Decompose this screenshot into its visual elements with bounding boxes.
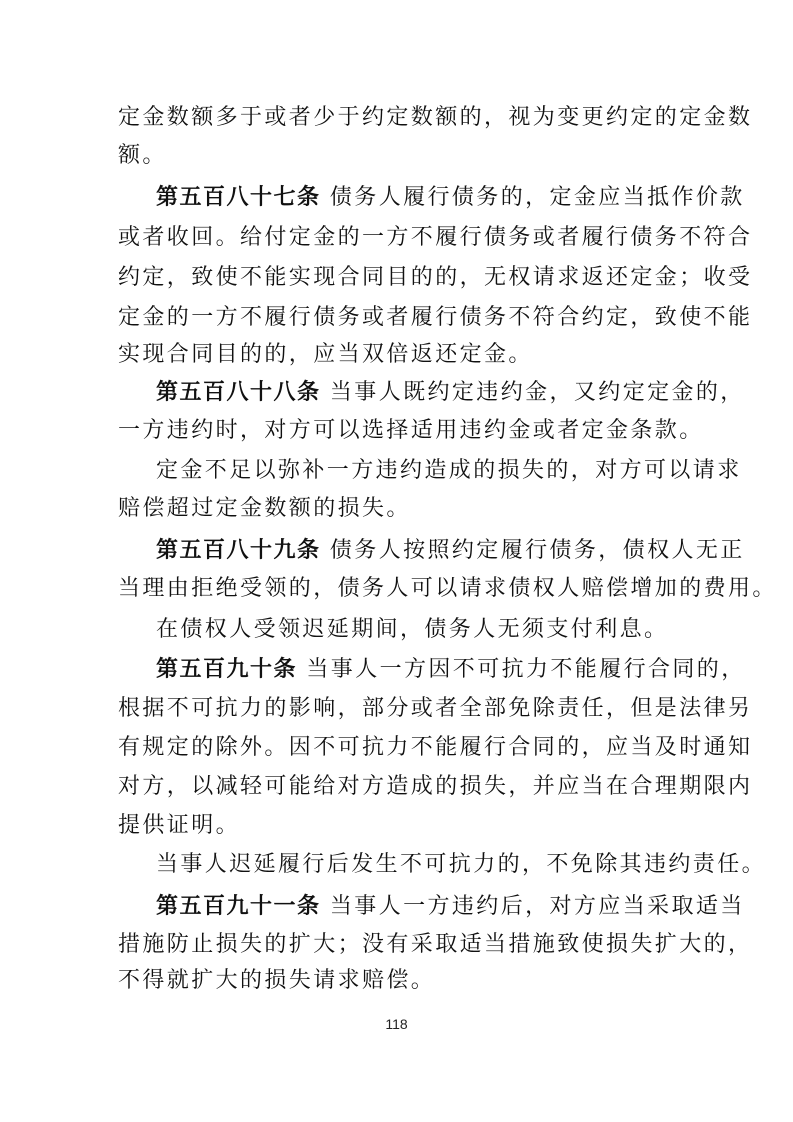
article-591-line: 第五百九十一条 当事人一方违约后，对方应当采取适当 (156, 894, 745, 919)
paragraph-line: 在债权人受领迟延期间，债务人无须支付利息。 (156, 617, 669, 642)
text-line: 根据不可抗力的影响，部分或者全部免除责任，但是法律另 (118, 696, 753, 721)
article-heading: 第五百八十七条 (156, 185, 321, 210)
article-heading: 第五百八十九条 (156, 538, 321, 563)
text-line: 对方，以减轻可能给对方造成的损失，并应当在合理期限内 (118, 774, 753, 799)
text-line: 当理由拒绝受领的，债务人可以请求债权人赔偿增加的费用。 (118, 576, 777, 601)
article-588-line: 第五百八十八条 当事人既约定违约金，又约定定金的， (156, 380, 745, 405)
article-heading: 第五百九十条 (156, 657, 298, 682)
text-line: 定金的一方不履行债务或者履行债务不符合约定，致使不能 (118, 305, 753, 330)
text-line: 不得就扩大的损失请求赔偿。 (118, 968, 436, 993)
text-line: 提供证明。 (118, 813, 241, 838)
article-heading: 第五百八十八条 (156, 380, 321, 405)
paragraph-line: 当事人迟延履行后发生不可抗力的，不免除其违约责任。 (156, 852, 767, 877)
page-number: 118 (385, 1016, 408, 1032)
text-line: 赔偿超过定金数额的损失。 (118, 496, 411, 521)
text-line: 或者收回。给付定金的一方不履行债务或者履行债务不符合 (118, 225, 753, 250)
paragraph-line: 定金不足以弥补一方违约造成的损失的，对方可以请求 (156, 458, 742, 483)
article-587-line: 第五百八十七条 债务人履行债务的，定金应当抵作价款 (156, 185, 745, 210)
text-line: 定金数额多于或者少于约定数额的，视为变更约定的定金数 (118, 105, 753, 130)
article-heading: 第五百九十一条 (156, 894, 321, 919)
article-589-line: 第五百八十九条 债务人按照约定履行债务，债权人无正 (156, 538, 745, 563)
text-line: 一方违约时，对方可以选择适用违约金或者定金条款。 (118, 418, 704, 443)
text-line: 额。 (118, 143, 167, 168)
text-line: 措施防止损失的扩大；没有采取适当措施致使损失扩大的， (118, 932, 753, 957)
article-590-line: 第五百九十条 当事人一方因不可抗力不能履行合同的， (156, 657, 746, 682)
text-line: 实现合同目的的，应当双倍返还定金。 (118, 342, 533, 367)
text-line: 约定，致使不能实现合同目的的，无权请求返还定金；收受 (118, 265, 753, 290)
text-line: 有规定的除外。因不可抗力不能履行合同的，应当及时通知 (118, 735, 753, 760)
